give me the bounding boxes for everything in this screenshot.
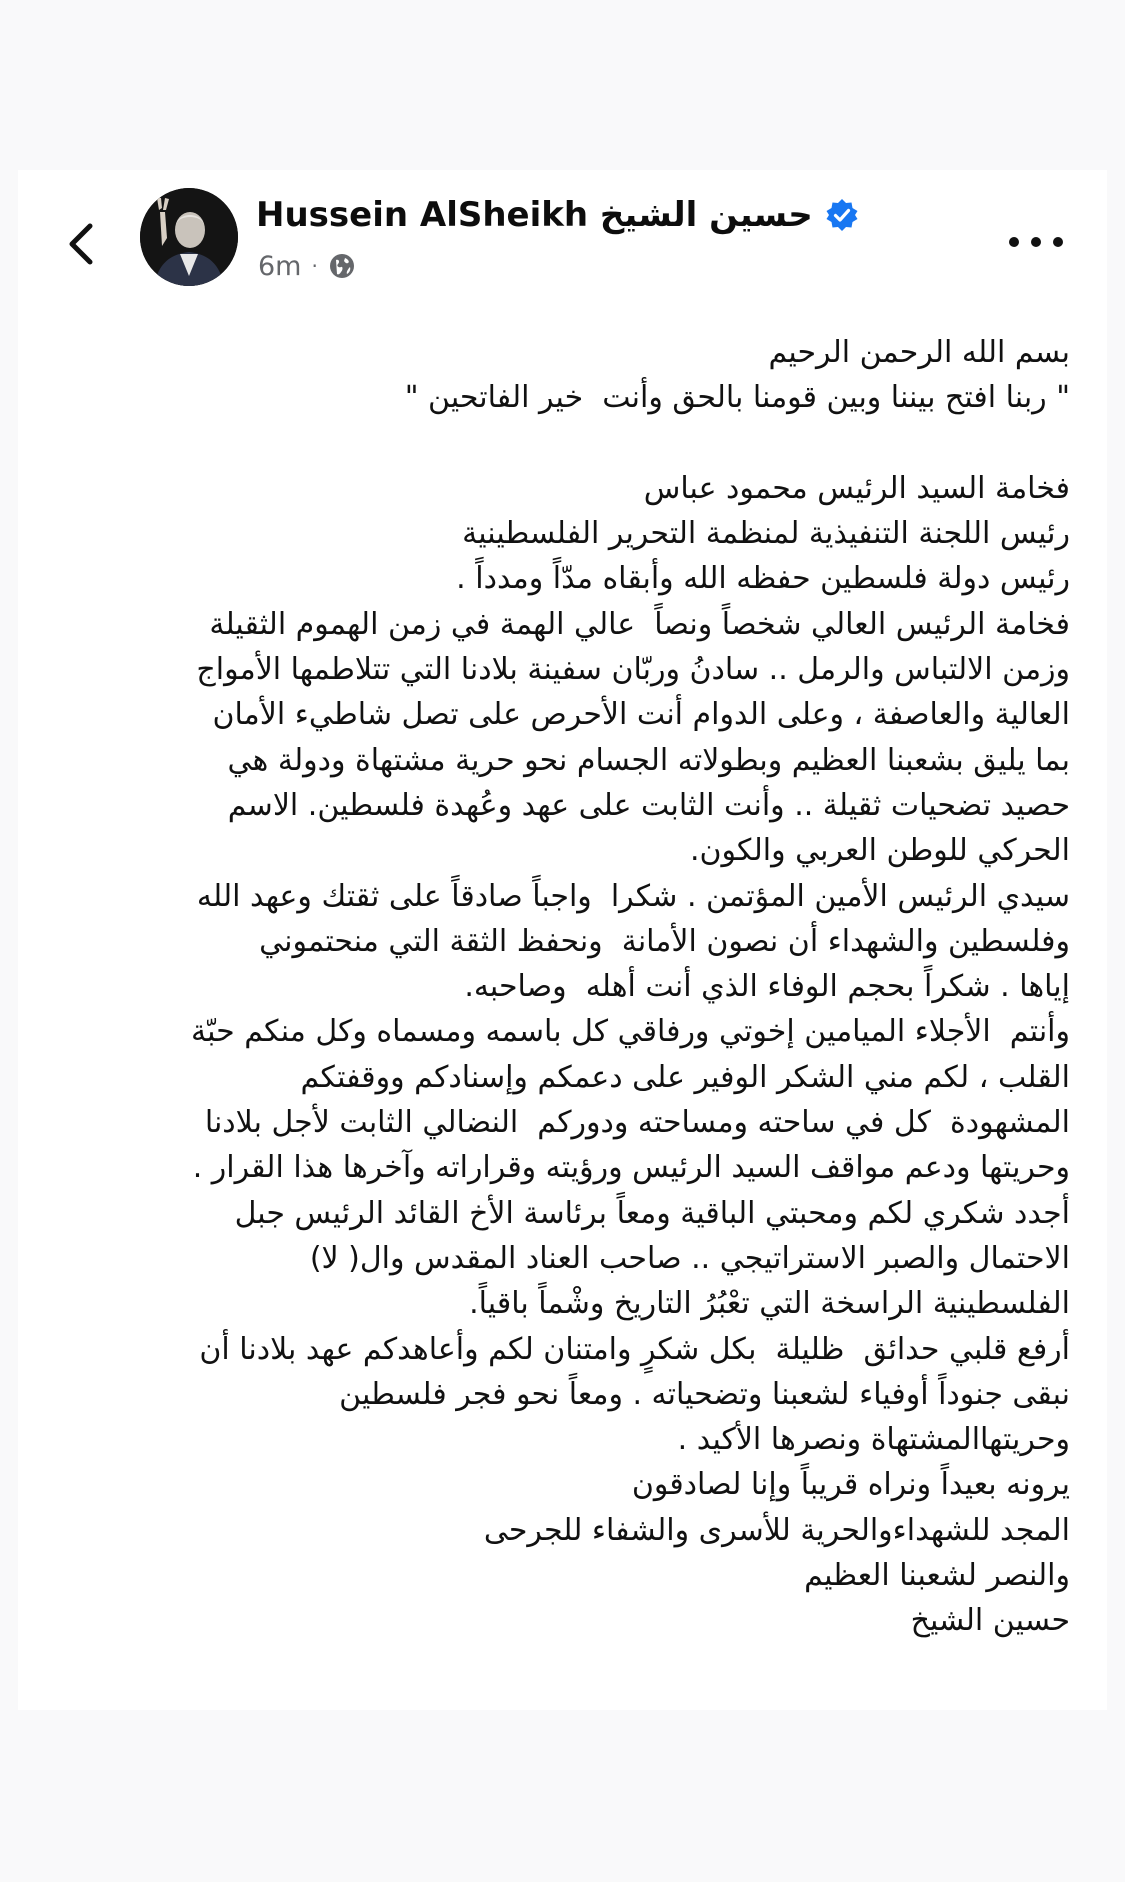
post-line: سيدي الرئيس الأمين المؤتمن . شكرا واجباً صادقاً على ثقتك وعهد الله [196, 878, 1070, 914]
meta-separator: · [311, 254, 318, 278]
post-line: حصيد تضحيات ثقيلة .. وأنت الثابت على عهد وعُهدة فلسطين. الاسم [227, 787, 1070, 823]
post-line: القلب ، لكم مني الشكر الوفير على دعمكم وإسنادكم ووقفتكم [300, 1059, 1070, 1095]
chevron-left-icon [58, 214, 108, 274]
post-line: والنصر لشعبنا العظيم [804, 1558, 1070, 1594]
verified-badge-icon [825, 198, 859, 232]
more-dot-1 [1009, 237, 1019, 247]
avatar-image [140, 188, 238, 286]
post-line: المجد للشهداءوالحرية للأسرى والشفاء للجرحى [483, 1512, 1070, 1548]
post-line: بما يليق بشعبنا العظيم وبطولاته الجسام نحو حرية مشتهاة ودولة هي [227, 742, 1070, 778]
author-name-row[interactable] [256, 192, 859, 238]
post-line: الحركي للوطن العربي والكون. [689, 833, 1070, 869]
post-line: الاحتمال والصبر الاستراتيجي .. صاحب العناد المقدس وال( لا) [309, 1240, 1070, 1276]
post-meta [258, 246, 356, 286]
back-button[interactable] [58, 214, 108, 274]
post-line: وحريتها ودعم مواقف السيد الرئيس ورؤيته وقراراته وآخرها هذا القرار . [192, 1150, 1070, 1186]
post-line: فخامة الرئيس العالي شخصاً ونصاً عالي الهمة في زمن الهموم الثقيلة [209, 606, 1070, 642]
post-line: وفلسطين والشهداء أن نصون الأمانة ونحفظ الثقة التي منحتموني [259, 923, 1070, 959]
author-name[interactable]: Hussein AlSheikh حسين الشيخ [256, 195, 813, 235]
more-dot-2 [1031, 237, 1041, 247]
author-avatar[interactable] [140, 188, 238, 286]
post-timestamp[interactable]: 6m [258, 250, 302, 282]
post-line: وأنتم الأجلاء الميامين إخوتي ورفاقي كل باسمه ومسماه وكل منكم حبّة [191, 1014, 1070, 1050]
post-line: حسين الشيخ [910, 1603, 1070, 1639]
post-line: وزمن الالتباس والرمل .. سادنُ وربّان سفينة بلادنا التي تتلاطمها الأمواج [196, 652, 1070, 688]
more-options-button[interactable] [1009, 230, 1063, 254]
globe-icon[interactable] [328, 252, 356, 280]
post-line: المشهودة كل في ساحته ومساحته ودوركم النضالي الثابت لأجل بلادنا [204, 1105, 1070, 1141]
post-header [18, 170, 1107, 310]
post-line: أجدد شكري لكم ومحبتي الباقية ومعاً برئاسة الأخ القائد الرئيس جبل [234, 1195, 1070, 1231]
post-line: " ربنا افتح بيننا وبين قومنا بالحق وأنت خير الفاتحين " [404, 380, 1070, 416]
post-line: وحريتهاالمشتهاة ونصرها الأكيد . [677, 1422, 1070, 1458]
post-line: نبقى جنوداً أوفياء لشعبنا وتضحياته . ومعاً نحو فجر فلسطين [339, 1376, 1070, 1412]
post-line: رئيس اللجنة التنفيذية لمنظمة التحرير الفلسطينية [462, 516, 1070, 552]
post-line: الفلسطينية الراسخة التي تعْبُرُ التاريخ وشْماً باقياً. [469, 1286, 1070, 1322]
post-line-blank [58, 421, 1070, 466]
post-line: أرفع قلبي حدائق ظليلة بكل شكرٍ وامتنان لكم وأعاهدكم عهد بلادنا أن [199, 1331, 1070, 1367]
post-line: رئيس دولة فلسطين حفظه الله وأبقاه مدّاً ومدداً . [456, 561, 1070, 597]
post-card [18, 170, 1107, 1710]
post-line: بسم الله الرحمن الرحيم [768, 335, 1070, 370]
post-line: إياها . شكراً بحجم الوفاء الذي أنت أهله وصاحبه. [464, 969, 1070, 1005]
post-text [58, 330, 1070, 1644]
post-line: العالية والعاصفة ، وعلى الدوام أنت الأحرص على تصل شاطيء الأمان [212, 697, 1070, 733]
post-line: فخامة السيد الرئيس محمود عباس [643, 470, 1070, 506]
more-dot-3 [1053, 237, 1063, 247]
post-line: يرونه بعيداً ونراه قريباً وإنا لصادقون [631, 1467, 1070, 1503]
